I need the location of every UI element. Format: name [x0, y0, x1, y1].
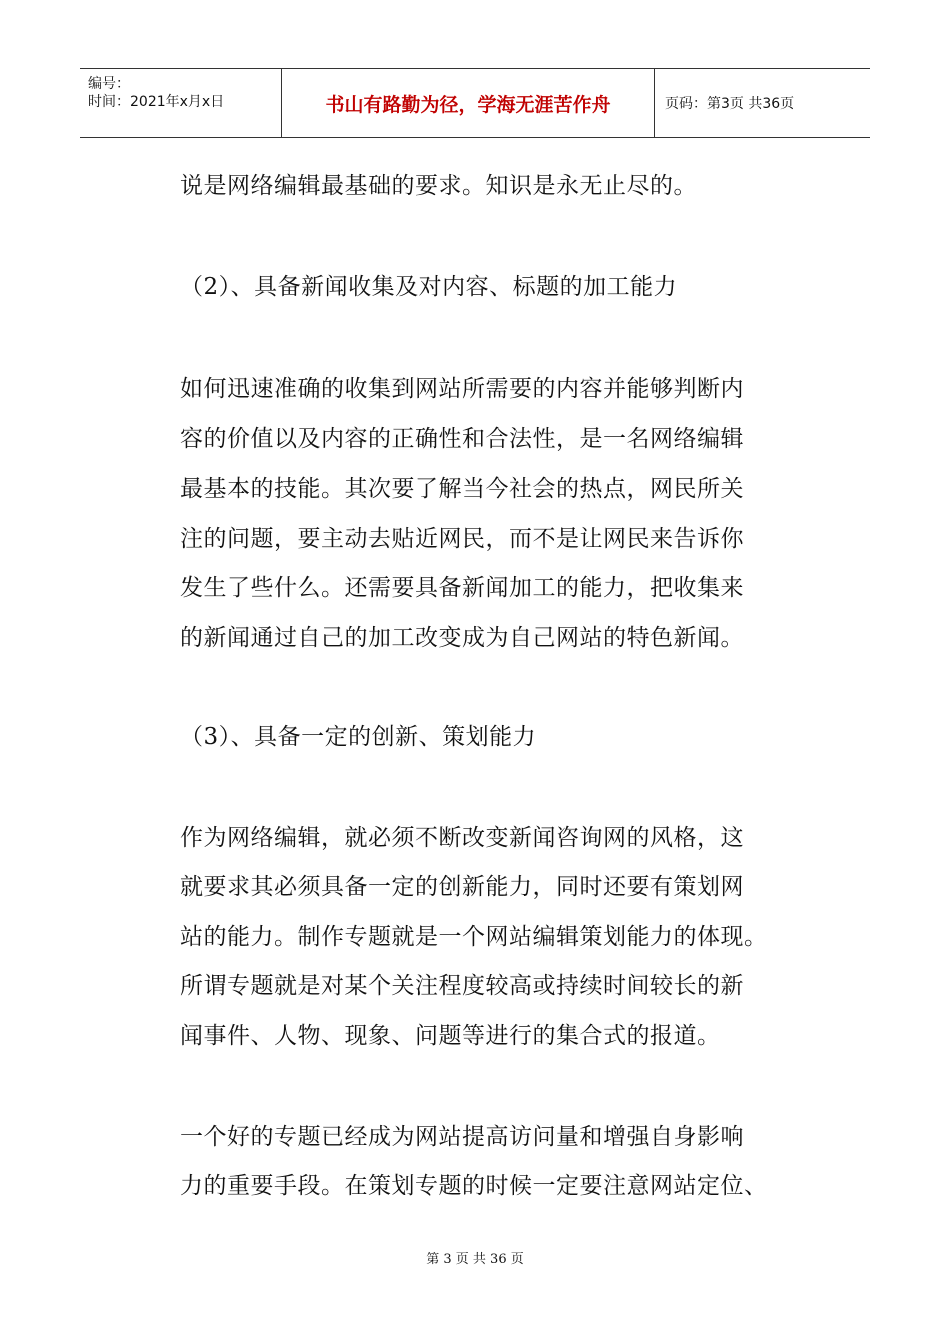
body-line: 注的问题，要主动去贴近网民，而不是让网民来告诉你: [180, 526, 744, 552]
body-line: 作为网络编辑，就必须不断改变新闻咨询网的风格，这: [180, 825, 744, 851]
section-heading-2: （2）、具备新闻收集及对内容、标题的加工能力: [180, 274, 678, 300]
body-line: 闻事件、人物、现象、问题等进行的集合式的报道。: [180, 1023, 721, 1049]
body-line: 力的重要手段。在策划专题的时候一定要注意网站定位、: [180, 1173, 768, 1199]
body-line: 站的能力。制作专题就是一个网站编辑策划能力的体现。: [180, 924, 768, 950]
body-line: 容的价值以及内容的正确性和合法性，是一名网络编辑: [180, 426, 744, 452]
body-line: 如何迅速准确的收集到网站所需要的内容并能够判断内: [180, 376, 744, 402]
header-meta-cell: [80, 69, 282, 137]
number-label: 编号：: [88, 76, 130, 92]
body-line: 所谓专题就是对某个关注程度较高或持续时间较长的新: [180, 973, 744, 999]
body-line: 就要求其必须具备一定的创新能力，同时还要有策划网: [180, 874, 744, 900]
body-line: 最基本的技能。其次要了解当今社会的热点，网民所关: [180, 476, 744, 502]
body-line: 发生了些什么。还需要具备新闻加工的能力，把收集来: [180, 575, 744, 601]
body-line: 的新闻通过自己的加工改变成为自己网站的特色新闻。: [180, 625, 744, 651]
header-page-info: 页码：第3页 共36页: [665, 96, 795, 112]
header-motto: 书山有路勤为径，学海无涯苦作舟: [282, 69, 655, 137]
page-footer: 第 3 页 共 36 页: [426, 1252, 524, 1267]
body-line: 一个好的专题已经成为网站提高访问量和增强自身影响: [180, 1124, 744, 1150]
body-line: 说是网络编辑最基础的要求。知识是永无止尽的。: [180, 173, 697, 199]
section-heading-3: （3）、具备一定的创新、策划能力: [180, 724, 537, 750]
document-header: [80, 68, 870, 138]
time-label: 时间：2021年x月x日: [88, 94, 225, 110]
